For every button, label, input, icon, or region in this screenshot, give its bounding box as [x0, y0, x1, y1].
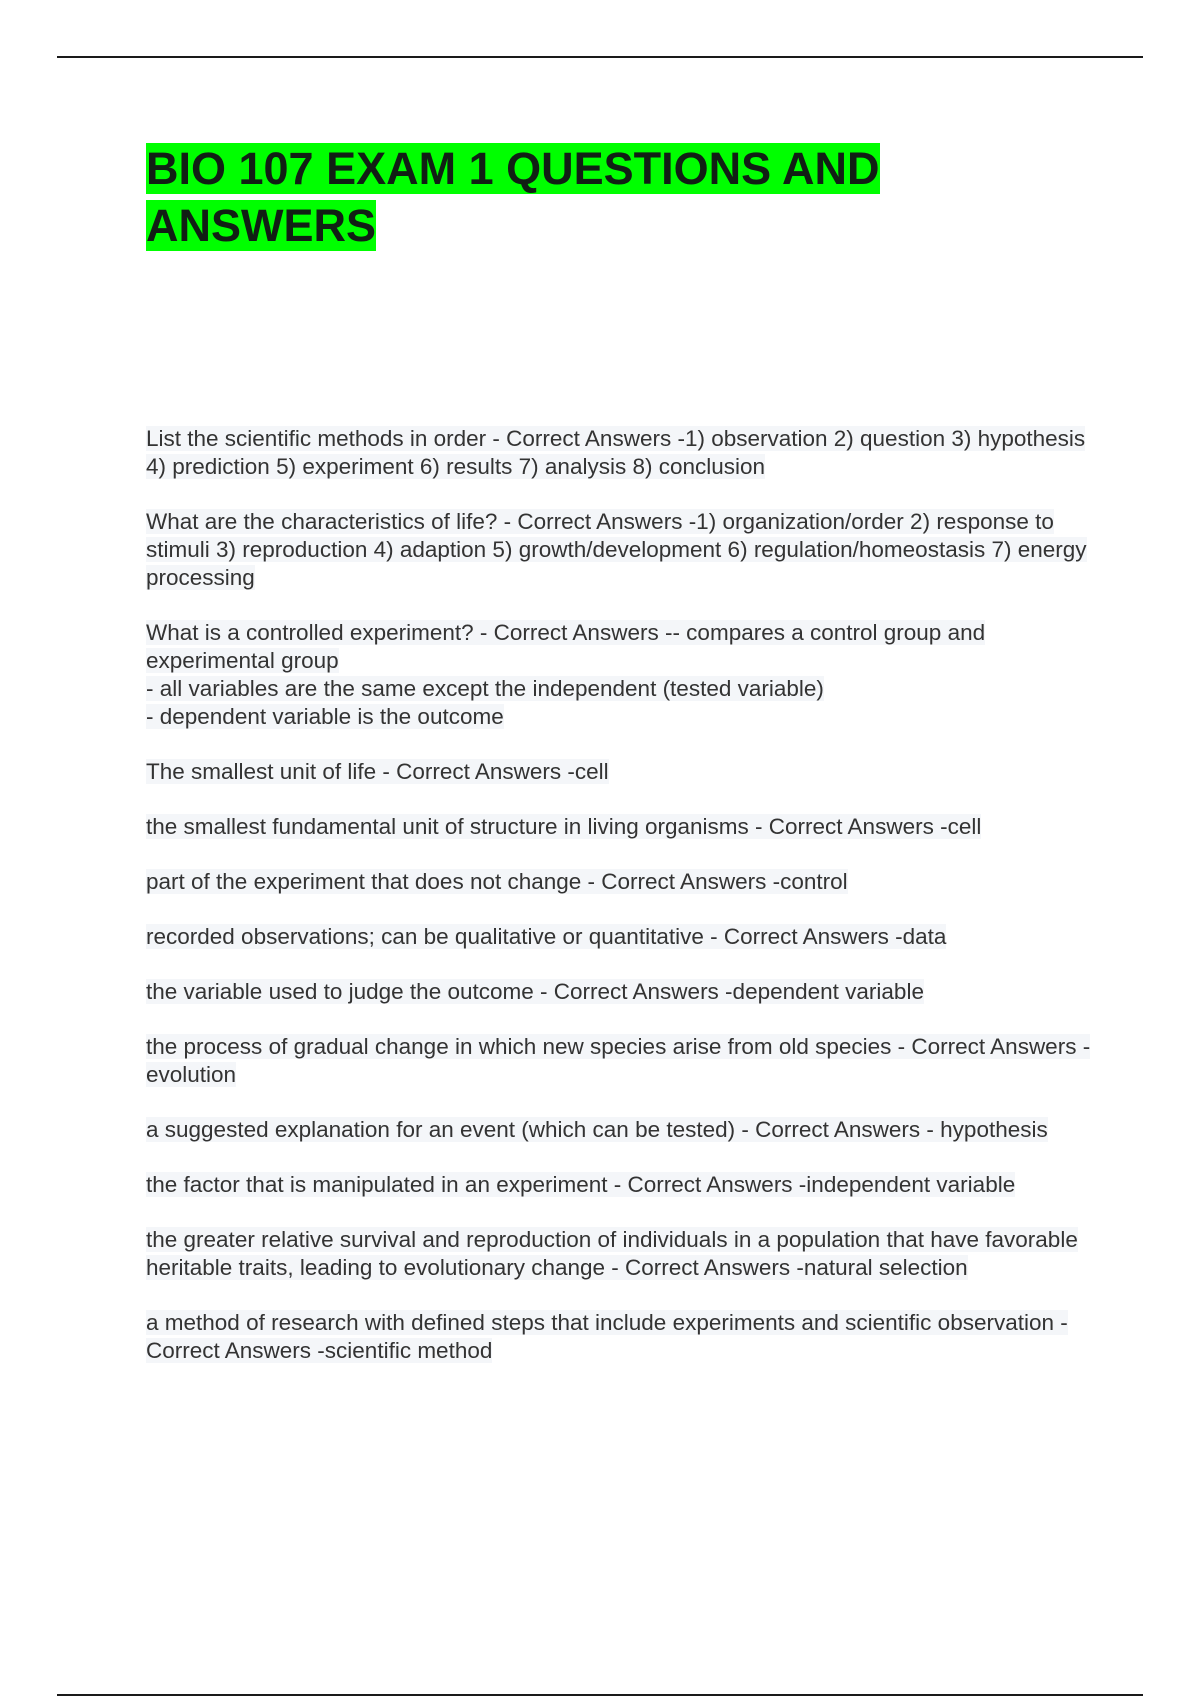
qa-list: [146, 425, 1091, 1392]
qa-item: What are the characteristics of life? - Correct Answers -1) organization/order 2) response to stimuli 3) reproduction 4) adaption 5) growth/development 6) regulation/homeostasis 7) energy processing: [146, 509, 1087, 590]
qa-item: What is a controlled experiment? - Correct Answers -- compares a control group and experimental group - all variables are the same except the independent (tested variable) - dependent variable is the outcome: [146, 620, 986, 729]
qa-item: part of the experiment that does not change - Correct Answers -control: [146, 869, 848, 894]
top-divider: [57, 56, 1143, 58]
qa-item: the factor that is manipulated in an experiment - Correct Answers -independent variable: [146, 1172, 1016, 1197]
qa-item: the process of gradual change in which new species arise from old species - Correct Answers -evolution: [146, 1034, 1091, 1087]
bottom-divider: [57, 1694, 1143, 1696]
qa-item: the greater relative survival and reproduction of individuals in a population that have favorable heritable traits, leading to evolutionary change - Correct Answers -natural selection: [146, 1227, 1078, 1280]
qa-item: recorded observations; can be qualitative or quantitative - Correct Answers -data: [146, 924, 947, 949]
qa-item: The smallest unit of life - Correct Answers -cell: [146, 759, 609, 784]
qa-item: a suggested explanation for an event (which can be tested) - Correct Answers - hypothesis: [146, 1117, 1048, 1142]
qa-item: List the scientific methods in order - Correct Answers -1) observation 2) question 3) hypothesis 4) prediction 5) experiment 6) results 7) analysis 8) conclusion: [146, 426, 1086, 479]
qa-item: the smallest fundamental unit of structure in living organisms - Correct Answers -cell: [146, 814, 982, 839]
qa-item: the variable used to judge the outcome - Correct Answers -dependent variable: [146, 979, 924, 1004]
document-title: BIO 107 EXAM 1 QUESTIONS AND ANSWERS: [146, 143, 880, 251]
qa-item: a method of research with defined steps that include experiments and scientific observation - Correct Answers -scientific method: [146, 1310, 1068, 1363]
